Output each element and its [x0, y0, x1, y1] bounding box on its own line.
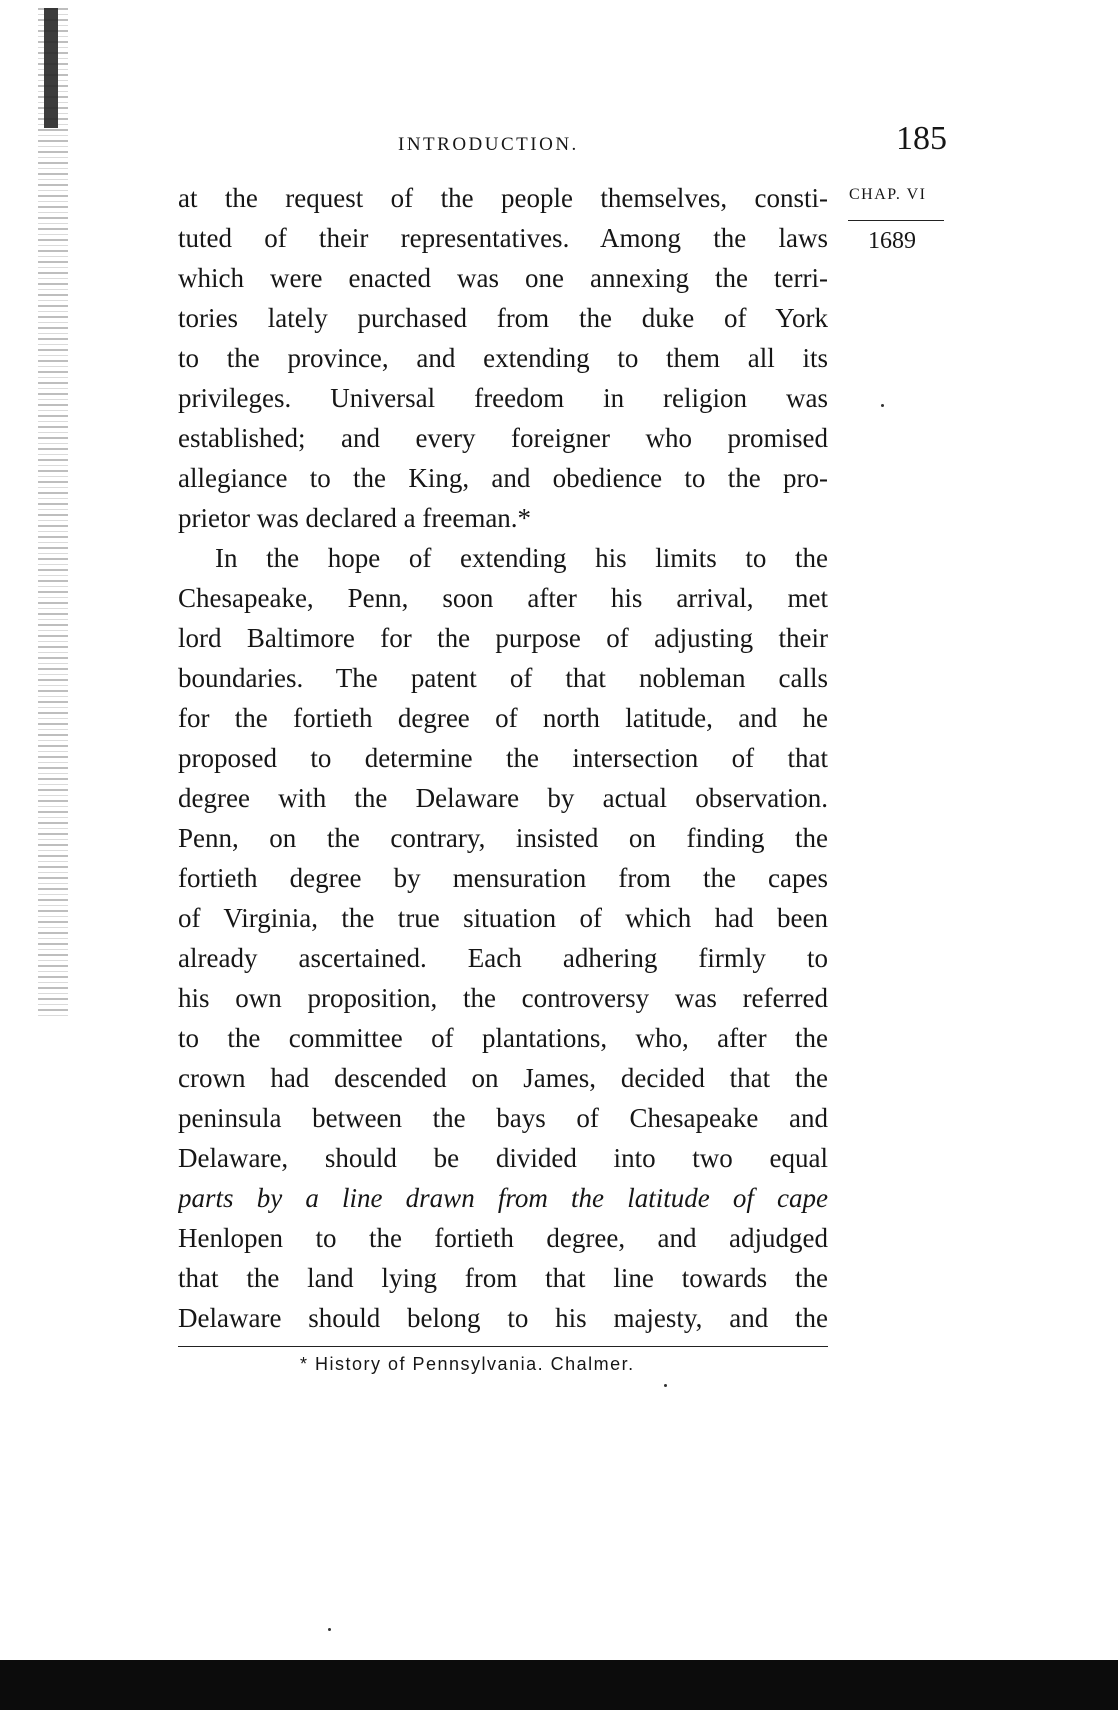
stray-mark: [881, 404, 884, 407]
body-line: crown had descended on James, decided that the: [178, 1063, 828, 1093]
body-line: tories lately purchased from the duke of York: [178, 303, 828, 333]
body-line: peninsula between the bays of Chesapeake and: [178, 1103, 828, 1133]
body-line: boundaries. The patent of that nobleman calls: [178, 663, 828, 693]
stray-mark: [328, 1628, 331, 1631]
body-line: proposed to determine the intersection of that: [178, 743, 828, 773]
margin-chapter-label: CHAP. VI: [849, 186, 927, 203]
body-line: which were enacted was one annexing the terri-: [178, 263, 828, 293]
body-line: to the province, and extending to them all its: [178, 343, 828, 373]
running-head: INTRODUCTION.: [398, 134, 579, 155]
body-line: Delaware should belong to his majesty, and the: [178, 1303, 828, 1333]
body-line: of Virginia, the true situation of which had been: [178, 903, 828, 933]
body-line: Penn, on the contrary, insisted on finding the: [178, 823, 828, 853]
footnote-rule: [178, 1346, 828, 1347]
binding-shadow: [38, 8, 68, 1018]
body-line: established; and every foreigner who promised: [178, 423, 828, 453]
footnote: * History of Pennsylvania. Chalmer.: [300, 1354, 635, 1374]
body-line: privileges. Universal freedom in religion was: [178, 383, 828, 413]
stray-mark: [664, 1384, 667, 1387]
body-line: fortieth degree by mensuration from the capes: [178, 863, 828, 893]
body-line: tuted of their representatives. Among the laws: [178, 223, 828, 253]
body-line: his own proposition, the controversy was referred: [178, 983, 828, 1013]
margin-year: 1689: [868, 228, 916, 254]
scan-bottom-band: [0, 1660, 1118, 1710]
body-line: already ascertained. Each adhering firmly to: [178, 943, 828, 973]
body-line: lord Baltimore for the purpose of adjusting their: [178, 623, 828, 653]
body-line: Chesapeake, Penn, soon after his arrival, met: [178, 583, 828, 613]
body-line: prietor was declared a freeman.*: [178, 503, 532, 533]
body-line: that the land lying from that line towards the: [178, 1263, 828, 1293]
body-text: [178, 178, 828, 1338]
margin-rule: [848, 220, 944, 221]
body-line: parts by a line drawn from the latitude of cape: [178, 1183, 828, 1213]
body-line: Delaware, should be divided into two equal: [178, 1143, 828, 1173]
body-line: for the fortieth degree of north latitude, and he: [178, 703, 828, 733]
body-line: to the committee of plantations, who, after the: [178, 1023, 828, 1053]
body-line: allegiance to the King, and obedience to the pro-: [178, 463, 828, 493]
page-number: 185: [896, 120, 947, 157]
body-line: Henlopen to the fortieth degree, and adjudged: [178, 1223, 828, 1253]
body-line: In the hope of extending his limits to the: [215, 543, 828, 573]
body-line: degree with the Delaware by actual observation.: [178, 783, 828, 813]
body-line: at the request of the people themselves, consti-: [178, 183, 828, 213]
